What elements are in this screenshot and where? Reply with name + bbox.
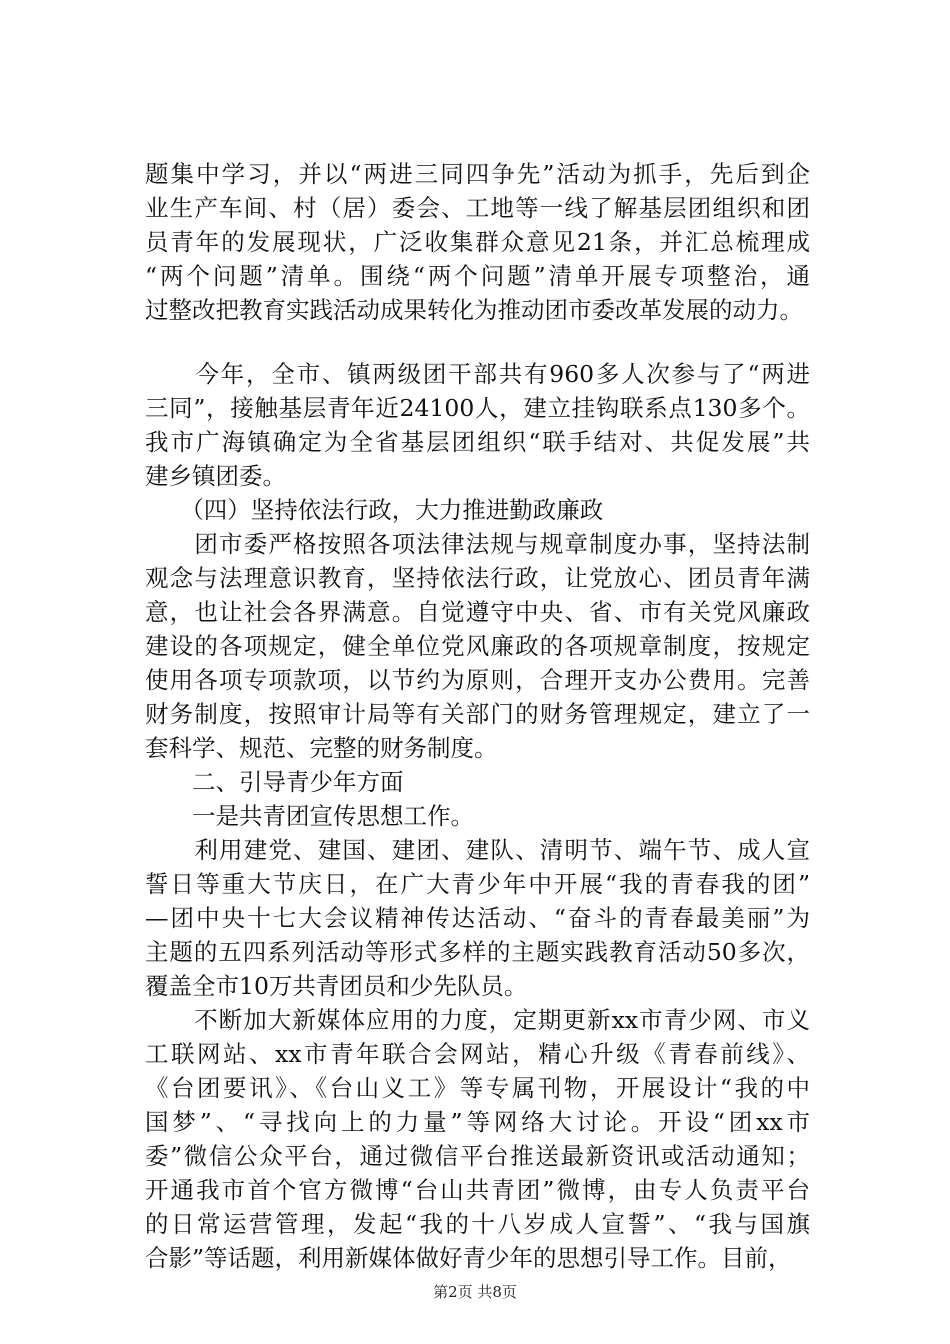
text-line: 团市委严格按照各项法律法规与规章制度办事，坚持法制 bbox=[145, 530, 810, 558]
text-line: 员青年的发展现状，广泛收集群众意见21条，并汇总梳理成 bbox=[145, 228, 810, 256]
text-line: 题集中学习，并以“两进三同四争先”活动为抓手，先后到企 bbox=[145, 160, 810, 188]
text-line: 财务制度，按照审计局等有关部门的财务管理规定，建立了一 bbox=[145, 700, 810, 728]
text-line: 业生产车间、村（居）委会、工地等一线了解基层团组织和团 bbox=[145, 194, 810, 222]
text-line: 三同”，接触基层青年近24100人，建立挂钩联系点130多个。 bbox=[145, 394, 810, 422]
paragraph-p2 bbox=[145, 357, 810, 493]
text-line: 我市广海镇确定为全省基层团组织“联手结对、共促发展”共 bbox=[145, 428, 810, 456]
text-line: 工联网站、xx市青年联合会网站，精心升级《青春前线》、 bbox=[145, 1040, 810, 1068]
paragraph-spacer bbox=[145, 327, 810, 357]
text-line: 观念与法理意识教育，坚持依法行政，让党放心、团员青年满 bbox=[145, 564, 810, 592]
text-line: 今年，全市、镇两级团干部共有960多人次参与了“两进 bbox=[145, 360, 810, 388]
paragraph-h_sub1 bbox=[145, 799, 810, 833]
paragraph-p4 bbox=[145, 833, 810, 1003]
text-line: 主题的五四系列活动等形式多样的主题实践教育活动50多次， bbox=[145, 938, 810, 966]
page-footer: 第2页 共8页 bbox=[433, 1283, 517, 1301]
text-line: （四）坚持依法行政，大力推进勤政廉政 bbox=[145, 496, 604, 524]
text-line: 开通我市首个官方微博“台山共青团”微博，由专人负责平台 bbox=[145, 1176, 810, 1204]
text-line: 覆盖全市10万共青团员和少先队员。 bbox=[145, 972, 528, 1000]
text-line: 意，也让社会各界满意。自觉遵守中央、省、市有关党风廉政 bbox=[145, 598, 810, 626]
text-line: 使用各项专项款项，以节约为原则，合理开支办公费用。完善 bbox=[145, 666, 810, 694]
text-line: 委”微信公众平台，通过微信平台推送最新资讯或活动通知； bbox=[145, 1142, 810, 1170]
paragraph-h4 bbox=[145, 493, 810, 527]
text-line: 建乡镇团委。 bbox=[145, 462, 286, 490]
text-line: 誓日等重大节庆日，在广大青少年中开展“我的青春我的团” bbox=[145, 870, 810, 898]
document-body bbox=[145, 157, 810, 1275]
text-line: “两个问题”清单。围绕“两个问题”清单开展专项整治，通 bbox=[145, 262, 810, 290]
text-line: 合影”等话题，利用新媒体做好青少年的思想引导工作。目前， bbox=[145, 1244, 792, 1272]
text-line: 一是共青团宣传思想工作。 bbox=[145, 802, 474, 830]
text-line: —团中央十七大会议精神传达活动、“奋斗的青春最美丽”为 bbox=[145, 904, 810, 932]
text-line: 建设的各项规定，健全单位党风廉政的各项规章制度，按规定 bbox=[145, 632, 810, 660]
text-line: 利用建党、建国、建团、建队、清明节、端午节、成人宣 bbox=[145, 836, 810, 864]
text-line: 《台团要讯》、《台山义工》等专属刊物，开展设计“我的中 bbox=[145, 1074, 810, 1102]
text-line: 不断加大新媒体应用的力度，定期更新xx市青少网、市义 bbox=[145, 1006, 810, 1034]
text-line: 国梦”、“寻找向上的力量”等网络大讨论。开设“团xx市 bbox=[145, 1108, 810, 1136]
text-line: 的日常运营管理，发起“我的十八岁成人宣誓”、“我与国旗 bbox=[145, 1210, 810, 1238]
text-line: 过整改把教育实践活动成果转化为推动团市委改革发展的动力。 bbox=[145, 296, 803, 324]
text-line: 套科学、规范、完整的财务制度。 bbox=[145, 734, 498, 762]
paragraph-h2 bbox=[145, 765, 810, 799]
paragraph-p3 bbox=[145, 527, 810, 765]
text-line: 二、引导青少年方面 bbox=[145, 768, 404, 796]
paragraph-p5 bbox=[145, 1003, 810, 1275]
paragraph-p1 bbox=[145, 157, 810, 327]
